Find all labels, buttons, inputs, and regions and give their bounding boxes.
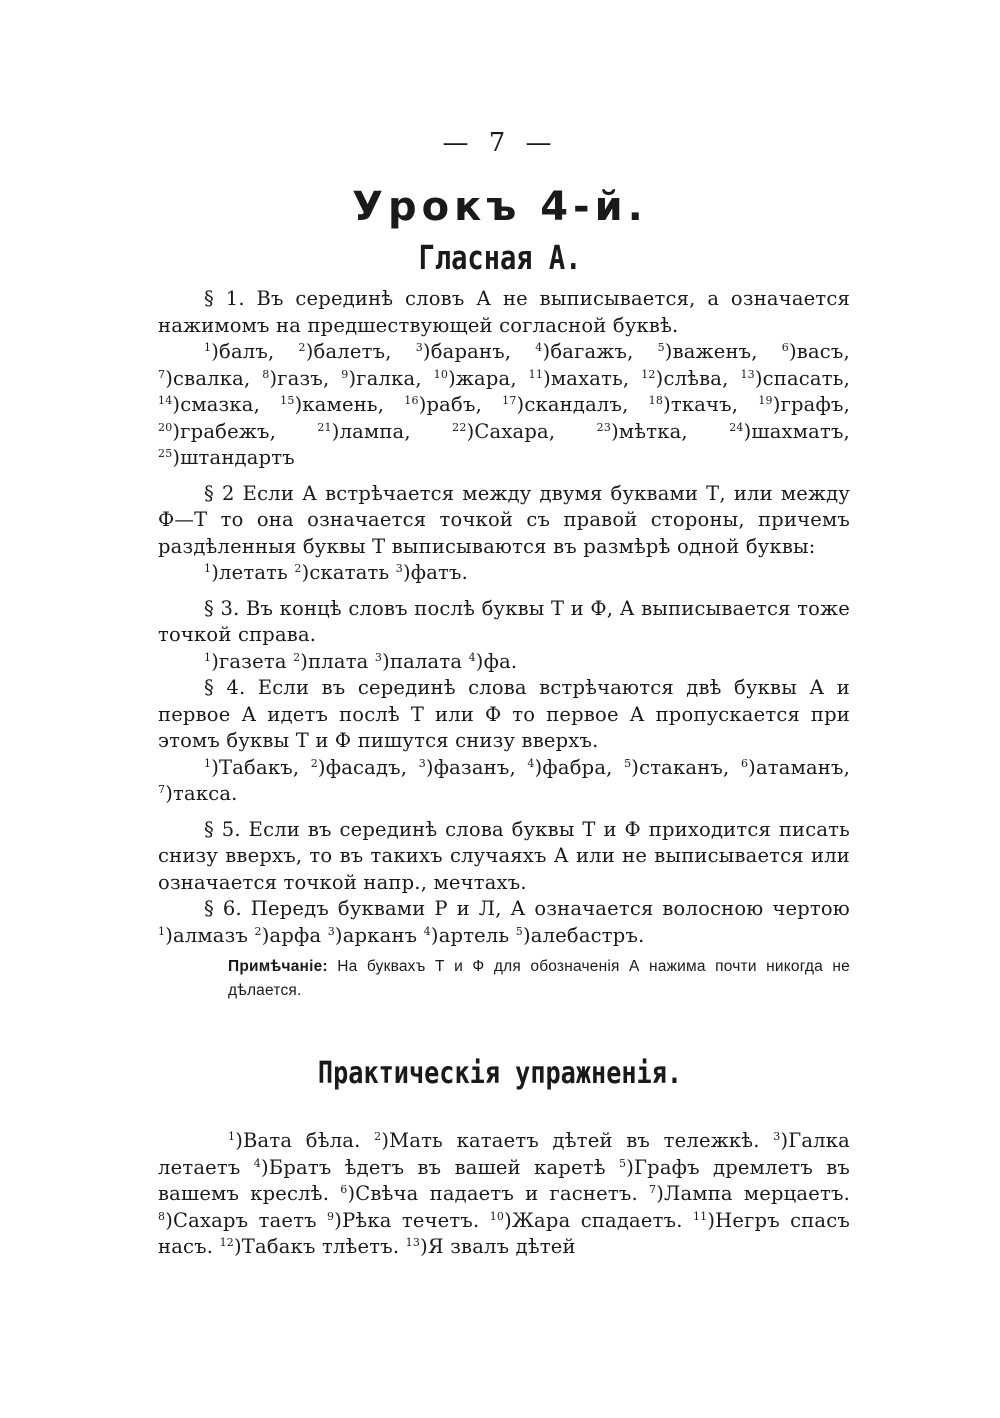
example-number: 19 — [758, 394, 773, 407]
example-text: скатать — [309, 561, 390, 584]
example-text: шахматъ — [751, 419, 844, 443]
example-word: $^1$)алмазъ — [158, 923, 249, 947]
example-text: смазка — [180, 393, 254, 416]
example-number: 11 — [528, 367, 544, 381]
example-number: 7 — [158, 783, 166, 796]
example-text: фасадъ — [325, 755, 401, 779]
example-word: $^{10}$)жара — [433, 366, 511, 390]
example-number: 23 — [596, 420, 612, 434]
example-text: арфа — [269, 923, 322, 947]
example-text: арканъ — [342, 923, 418, 947]
example-word: $^3$)фатъ. — [395, 561, 469, 584]
example-number: 2 — [294, 562, 302, 575]
example-word: $^{17}$)скандалъ — [502, 393, 623, 416]
example-word: $^2$)балетъ — [298, 340, 386, 363]
exercise-text: Сахаръ таетъ — [173, 1208, 317, 1232]
exercises-block — [158, 1128, 850, 1261]
exercise-text: Табакъ тлѣетъ. — [241, 1235, 400, 1258]
example-word: $^{18}$)ткачъ — [648, 393, 732, 416]
example-text: такса. — [173, 782, 238, 805]
example-text: ткачъ — [670, 393, 732, 416]
exercise-number: 11 — [692, 1209, 708, 1223]
example-word: $^4$)артель — [423, 923, 510, 947]
example-number: 5 — [657, 341, 665, 354]
example-word: $^7$)свалка — [158, 366, 244, 390]
example-number: 2 — [293, 650, 301, 664]
rule-paragraph — [158, 675, 850, 755]
example-number: 6 — [740, 756, 749, 770]
rule-paragraph — [158, 286, 850, 339]
note — [158, 955, 850, 1003]
exercise-text: Рѣка течетъ. — [342, 1208, 480, 1232]
examples-paragraph — [158, 560, 850, 587]
example-word: $^{13}$)спасать — [740, 366, 844, 390]
exercise-number: 4 — [253, 1156, 261, 1170]
paragraph-list — [158, 286, 850, 949]
example-number: 8 — [262, 367, 270, 381]
example-number: 16 — [404, 394, 419, 407]
example-number: 24 — [729, 420, 744, 434]
exercise-number: 1 — [228, 1130, 236, 1143]
example-number: 7 — [158, 367, 166, 381]
exercise-sentence: $^6$)Свѣча падаетъ и гаснетъ. — [340, 1182, 638, 1205]
example-number: 1 — [204, 756, 212, 770]
example-word: $^4$)багажъ — [535, 340, 628, 363]
example-word: $^{20}$)грабежъ — [158, 419, 270, 443]
exercise-number: 5 — [619, 1156, 627, 1170]
exercise-text: Братъ ѣдетъ въ вашей каретѣ — [268, 1155, 606, 1179]
exercise-number: 7 — [649, 1183, 657, 1196]
example-word: $^{12}$)слѣва — [641, 366, 723, 390]
example-text: камень — [302, 393, 378, 416]
example-text: стаканъ — [639, 755, 724, 779]
example-text: алмазъ — [173, 923, 249, 947]
example-number: 22 — [452, 420, 467, 434]
example-text: балъ — [219, 340, 268, 363]
example-word: $^2$)арфа — [254, 923, 322, 947]
example-word: $^{11}$)махать — [528, 366, 623, 390]
example-word: $^3$)баранъ — [415, 340, 505, 363]
example-text: газета — [219, 649, 287, 673]
example-number: 3 — [327, 924, 335, 938]
rule-text: § 6. Передъ буквами Р и Л, А означается волосною чертою — [204, 897, 850, 920]
example-number: 25 — [158, 447, 173, 460]
example-word: $^2$)плата — [293, 649, 369, 673]
exercise-sentence: $^4$)Братъ ѣдетъ въ вашей каретѣ — [253, 1155, 606, 1179]
example-text: фабра — [542, 755, 607, 779]
example-number: 14 — [158, 394, 173, 407]
exercise-sentence: $^7$)Лампа мерцаетъ. — [649, 1182, 850, 1205]
example-number: 15 — [280, 394, 295, 407]
example-text: махать — [550, 366, 623, 390]
example-word: $^{22}$)Сахара — [452, 419, 549, 443]
example-word: $^1$)Табакъ — [204, 755, 293, 779]
exercise-number: 9 — [327, 1209, 335, 1223]
lesson-subtitle: Гласная А. — [418, 238, 582, 277]
example-text: фатъ. — [410, 561, 469, 584]
exercise-text: Негръ спасъ насъ. — [158, 1208, 850, 1258]
example-text: грабежъ — [180, 419, 270, 443]
exercise-sentence: $^{12}$)Табакъ тлѣетъ. — [219, 1235, 400, 1258]
example-number: 1 — [158, 924, 166, 938]
exercise-text: Графъ дремлетъ въ вашемъ креслѣ. — [158, 1155, 850, 1205]
exercise-sentence: $^2$)Мать катаетъ дѣтей въ тележкѣ. — [374, 1129, 760, 1152]
rule-paragraph — [158, 596, 850, 649]
example-word: $^6$)атаманъ — [740, 755, 844, 779]
exercise-text: Лампа мерцаетъ. — [664, 1182, 850, 1205]
example-number: 6 — [781, 341, 789, 354]
exercise-number: 10 — [489, 1209, 505, 1223]
rule-paragraph — [158, 896, 850, 949]
example-number: 3 — [374, 650, 383, 664]
example-text: лампа — [339, 419, 405, 443]
example-text: алебастръ. — [530, 923, 645, 947]
example-text: рабъ — [426, 393, 476, 416]
example-word: $^1$)балъ — [204, 340, 268, 363]
exercise-number: 13 — [405, 1236, 421, 1249]
exercise-number: 2 — [374, 1130, 382, 1143]
example-number: 1 — [204, 562, 212, 575]
exercise-sentence: $^5$)Графъ дремлетъ въ вашемъ креслѣ. — [158, 1155, 850, 1205]
example-number: 3 — [415, 341, 423, 354]
example-word: $^3$)арканъ — [327, 923, 418, 947]
example-word: $^{16}$)рабъ — [404, 393, 476, 416]
example-text: артель — [438, 923, 510, 947]
example-text: фазанъ — [433, 755, 510, 779]
exercise-sentence: $^{11}$)Негръ спасъ насъ. — [158, 1208, 850, 1258]
example-number: 13 — [740, 367, 755, 381]
example-word: $^8$)газъ — [262, 366, 323, 390]
exercise-text: Мать катаетъ дѣтей въ тележкѣ. — [389, 1129, 760, 1152]
example-text: Табакъ — [219, 755, 293, 779]
example-word: $^4$)фабра — [527, 755, 607, 779]
example-word: $^{23}$)мѣтка — [596, 419, 682, 443]
rule-text: § 2 Если А встрѣчается между двумя буквами Т, или между Ф—Т то она означается точкой съ правой стороны, причемъ раздѣленныя буквы Т выписываются въ размѣрѣ одной буквы: — [158, 481, 850, 558]
exercise-sentence: $^3$)Галка летаетъ — [158, 1129, 850, 1179]
example-number: 12 — [641, 367, 656, 381]
example-word: $^4$)фа. — [468, 649, 518, 673]
exercise-sentence: $^{10}$)Жара спадаетъ. — [489, 1208, 683, 1232]
example-text: Сахара — [474, 419, 549, 443]
example-word: $^9$)галка — [341, 366, 416, 390]
example-text: балетъ — [313, 340, 386, 363]
exercise-number: 6 — [340, 1183, 348, 1196]
exercise-sentence: $^9$)Рѣка течетъ. — [327, 1208, 480, 1232]
example-text: важенъ — [672, 340, 752, 363]
example-word: $^{21}$)лампа — [317, 419, 405, 443]
example-number: 5 — [624, 756, 632, 770]
rule-paragraph — [158, 481, 850, 561]
example-text: жара — [455, 366, 511, 390]
example-number: 2 — [254, 924, 262, 938]
example-number: 1 — [204, 341, 212, 354]
example-number: 4 — [423, 924, 431, 938]
example-word: $^3$)фазанъ — [418, 755, 510, 779]
example-text: летать — [219, 561, 288, 584]
example-word: $^{14}$)смазка — [158, 393, 254, 416]
example-number: 4 — [535, 341, 543, 354]
example-number: 18 — [648, 394, 664, 407]
example-word: $^5$)стаканъ — [624, 755, 724, 779]
rule-text: § 3. Въ концѣ словъ послѣ буквы Т и Ф, А выписывается тоже точкой справа. — [158, 596, 850, 646]
example-text: свалка — [173, 366, 244, 390]
example-number: 2 — [310, 756, 318, 770]
exercise-sentence: $^1$)Вата бѣла. — [228, 1129, 361, 1152]
example-text: багажъ — [550, 340, 628, 363]
example-word: $^2$)фасадъ — [310, 755, 401, 779]
example-word: $^{25}$)штандартъ — [158, 446, 295, 469]
exercise-sentence: $^{13}$)Я звалъ дѣтей — [405, 1235, 576, 1258]
exercise-text: Свѣча падаетъ и гаснетъ. — [355, 1182, 638, 1205]
exercise-number: 12 — [219, 1236, 234, 1249]
rule-text: § 5. Если въ серединѣ слова буквы Т и Ф приходится писать снизу вверхъ, то въ такихъ случаяхъ А или не выписывается или означается точкой напр., мечтахъ. — [158, 817, 850, 894]
exercises-title: Практическія упражненія. — [317, 1056, 683, 1091]
example-text: газъ — [277, 366, 323, 390]
example-number: 9 — [341, 367, 349, 381]
example-number: 4 — [468, 650, 476, 664]
example-text: атаманъ — [755, 755, 844, 779]
example-number: 4 — [527, 756, 535, 770]
example-word: $^5$)алебастръ. — [515, 923, 645, 947]
example-word: $^5$)важенъ — [657, 340, 752, 363]
lesson-body — [158, 286, 850, 1003]
example-number: 2 — [298, 341, 306, 354]
examples-paragraph: $^1$)балъ, $^2$)балетъ, $^3$)баранъ, $^4$)багажъ, $^5$)важенъ, $^6$)васъ, $^7$)свалка, $^8$)газъ, $^9$)галка, $^{10}$)жара, $^{11}$)махать, $^{12}$)слѣва, $^{13}$)спасать, $^{14}$)смазка, $^{15}$)камень, $^{16}$)рабъ, $^{17}$)скандалъ, $^{18}$)ткачъ, $^{19}$)графъ, $^{20}$)грабежъ, $^{21}$)лампа, $^{22}$)Сахара, $^{23}$)мѣтка, $^{24}$)шахматъ, $^{25}$)штандартъ — [158, 340, 850, 469]
exercise-number: 8 — [158, 1209, 166, 1223]
example-number: 3 — [395, 562, 403, 575]
example-number: 3 — [418, 756, 426, 770]
lesson-title: Урокъ 4-й. — [352, 184, 648, 230]
example-number: 10 — [433, 367, 449, 381]
example-text: галка — [356, 366, 416, 390]
example-text: баранъ — [430, 340, 505, 363]
example-text: мѣтка — [618, 419, 682, 443]
note-label: Примѣчаніе: — [228, 958, 328, 975]
example-number: 21 — [317, 420, 332, 434]
example-text: васъ — [796, 340, 844, 363]
example-word: $^{19}$)графъ — [758, 393, 844, 416]
example-word: $^1$)летать — [204, 561, 288, 584]
example-word: $^{15}$)камень — [280, 393, 378, 416]
rule-paragraph — [158, 817, 850, 897]
exercise-text: Жара спадаетъ. — [511, 1208, 683, 1232]
example-text: плата — [308, 649, 369, 673]
examples-paragraph — [158, 649, 850, 676]
example-number: 5 — [515, 924, 523, 938]
note-text: На буквахъ Т и Ф для обозначенія А нажима почти никогда не дѣлается. — [228, 958, 850, 999]
example-word: $^2$)скатать — [294, 561, 390, 584]
example-word: $^1$)газета — [204, 649, 287, 673]
example-text: слѣва — [663, 366, 723, 390]
example-text: штандартъ — [180, 446, 295, 469]
example-text: палата — [389, 649, 463, 673]
example-word: $^{24}$)шахматъ — [729, 419, 844, 443]
example-text: фа. — [483, 649, 518, 673]
example-number: 20 — [158, 420, 173, 434]
example-text: скандалъ — [524, 393, 623, 416]
page-number: — 7 — — [442, 128, 558, 158]
exercise-number: 3 — [773, 1130, 781, 1143]
example-word: $^7$)такса. — [158, 782, 238, 805]
exercise-text: Галка летаетъ — [158, 1129, 850, 1179]
example-number: 1 — [204, 650, 212, 664]
rule-text: § 4. Если въ серединѣ слова встрѣчаются двѣ буквы А и первое А идетъ послѣ Т или Ф то первое А пропускается при этомъ буквы Т и Ф пишутся снизу вверхъ. — [158, 676, 850, 752]
example-number: 17 — [502, 394, 517, 407]
example-text: спасать — [762, 366, 844, 390]
exercise-text: Я звалъ дѣтей — [427, 1235, 576, 1258]
example-word: $^6$)васъ — [781, 340, 844, 363]
example-text: графъ — [780, 393, 844, 416]
example-word: $^3$)палата — [374, 649, 463, 673]
examples-paragraph: $^1$)Табакъ, $^2$)фасадъ, $^3$)фазанъ, $^4$)фабра, $^5$)стаканъ, $^6$)атаманъ, $^7$)такса. — [158, 755, 850, 805]
exercises-paragraph — [158, 1128, 850, 1261]
exercise-sentence: $^8$)Сахаръ таетъ — [158, 1208, 317, 1232]
exercise-text: Вата бѣла. — [243, 1129, 361, 1152]
rule-text: § 1. Въ серединѣ словъ А не выписывается, а означается нажимомъ на предшествующей согласной буквѣ. — [158, 287, 850, 337]
